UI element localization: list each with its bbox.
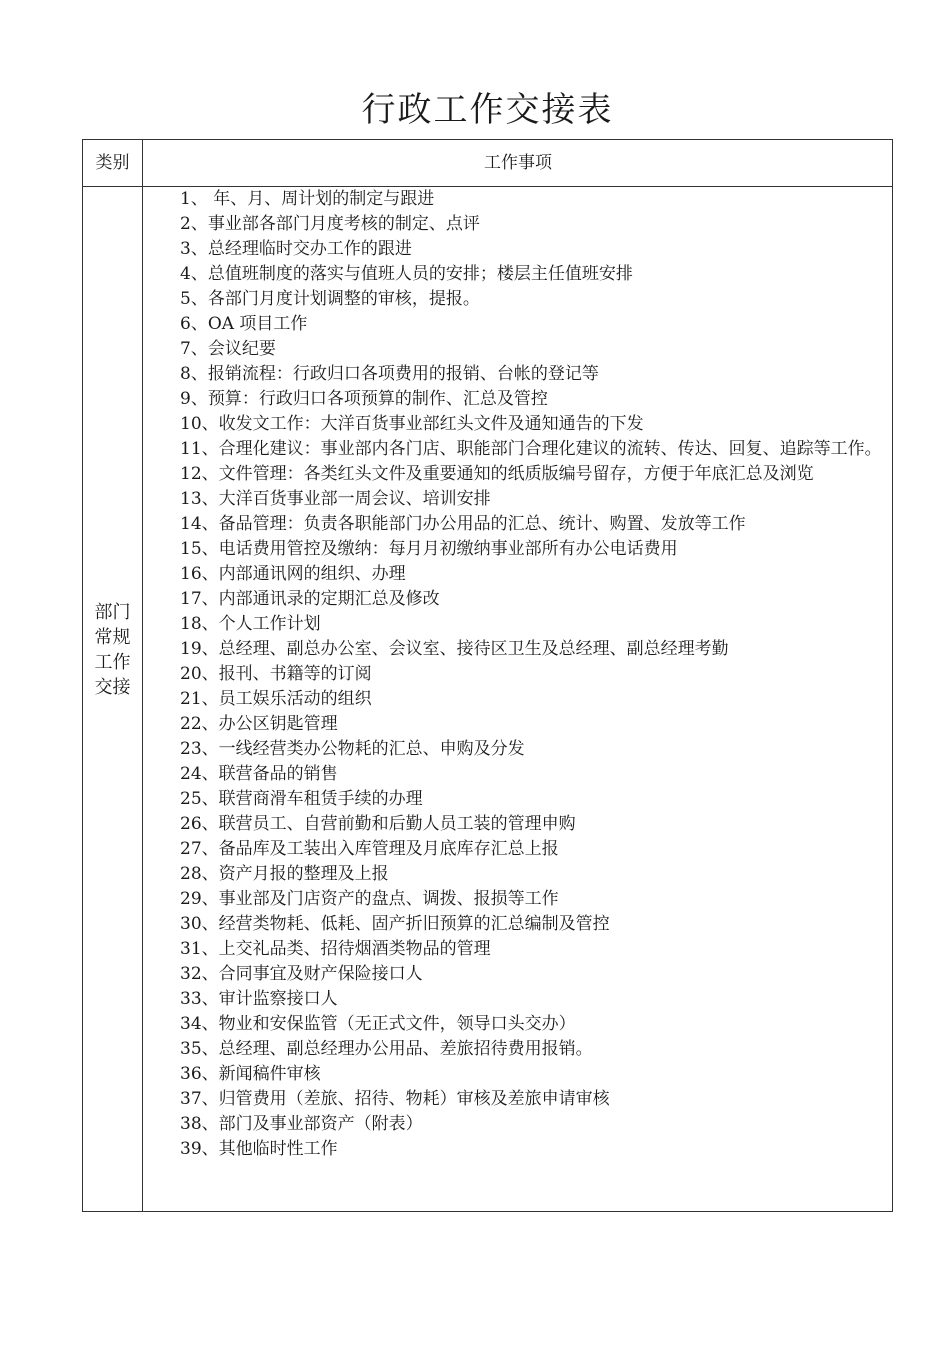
- work-item: 22、办公区钥匙管理: [180, 714, 338, 734]
- work-item: 16、内部通讯网的组织、办理: [180, 564, 406, 584]
- work-item: 29、事业部及门店资产的盘点、调拨、报损等工作: [180, 889, 559, 909]
- work-item: 21、员工娱乐活动的组织: [180, 689, 372, 709]
- work-item: 20、报刊、书籍等的订阅: [180, 664, 372, 684]
- work-item: 9、预算：行政归口各项预算的制作、汇总及管控: [180, 389, 548, 409]
- work-item: 3、总经理临时交办工作的跟进: [180, 239, 412, 259]
- work-item: 31、上交礼品类、招待烟酒类物品的管理: [180, 939, 491, 959]
- category-cell: [83, 187, 142, 1212]
- work-item: 7、会议纪要: [180, 339, 276, 359]
- work-item: 5、各部门月度计划调整的审核，提报。: [180, 289, 480, 309]
- work-item: 4、总值班制度的落实与值班人员的安排；楼层主任值班安排: [180, 264, 633, 284]
- work-item: 18、个人工作计划: [180, 614, 321, 634]
- work-item: 30、经营类物耗、低耗、固产折旧预算的汇总编制及管控: [180, 914, 610, 934]
- work-item: 13、大洋百货事业部一周会议、培训安排: [180, 489, 491, 509]
- work-item: 14、备品管理：负责各职能部门办公用品的汇总、统计、购置、发放等工作: [180, 514, 746, 534]
- work-item: 2、事业部各部门月度考核的制定、点评: [180, 214, 480, 234]
- work-item: 10、收发文工作：大洋百货事业部红头文件及通知通告的下发: [180, 414, 644, 434]
- work-item: 34、物业和安保监管（无正式文件，领导口头交办）: [180, 1014, 576, 1034]
- handover-table: [82, 139, 893, 1212]
- work-item: 28、资产月报的整理及上报: [180, 864, 389, 884]
- work-item: 11、合理化建议：事业部内各门店、职能部门合理化建议的流转、传达、回复、追踪等工作。: [180, 439, 882, 459]
- header-category: 类别: [95, 153, 130, 173]
- column-divider: [142, 140, 143, 1211]
- work-item: 23、一线经营类办公物耗的汇总、申购及分发: [180, 739, 525, 759]
- work-item: 24、联营备品的销售: [180, 764, 338, 784]
- work-item: 15、电话费用管控及缴纳：每月月初缴纳事业部所有办公电话费用: [180, 539, 678, 559]
- document-title: 行政工作交接表: [361, 90, 614, 130]
- work-item: 32、合同事宜及财产保险接口人: [180, 964, 423, 984]
- work-items-list: [180, 187, 888, 1162]
- work-item: 26、联营员工、自营前勤和后勤人员工装的管理申购: [180, 814, 576, 834]
- work-item: 6、OA 项目工作: [180, 314, 308, 334]
- work-item: 17、内部通讯录的定期汇总及修改: [180, 589, 440, 609]
- work-item: 8、报销流程：行政归口各项费用的报销、台帐的登记等: [180, 364, 599, 384]
- work-item: 19、总经理、副总办公室、会议室、接待区卫生及总经理、副总经理考勤: [180, 639, 729, 659]
- work-item: 39、其他临时性工作: [180, 1139, 338, 1159]
- work-item: 1、 年、月、周计划的制定与跟进: [180, 189, 435, 209]
- work-item: 27、备品库及工装出入库管理及月底库存汇总上报: [180, 839, 559, 859]
- header-work-items: 工作事项: [484, 153, 552, 173]
- work-item: 36、新闻稿件审核: [180, 1064, 321, 1084]
- work-item: 35、总经理、副总经理办公用品、差旅招待费用报销。: [180, 1039, 593, 1059]
- work-item: 33、审计监察接口人: [180, 989, 338, 1009]
- work-item: 25、联营商滑车租赁手续的办理: [180, 789, 423, 809]
- work-item: 38、部门及事业部资产（附表）: [180, 1114, 423, 1134]
- work-item: 12、文件管理：各类红头文件及重要通知的纸质版编号留存，方便于年底汇总及浏览: [180, 464, 814, 484]
- work-item: 37、归管费用（差旅、招待、物耗）审核及差旅申请审核: [180, 1089, 610, 1109]
- category-label: 部门常规工作交接: [94, 601, 131, 698]
